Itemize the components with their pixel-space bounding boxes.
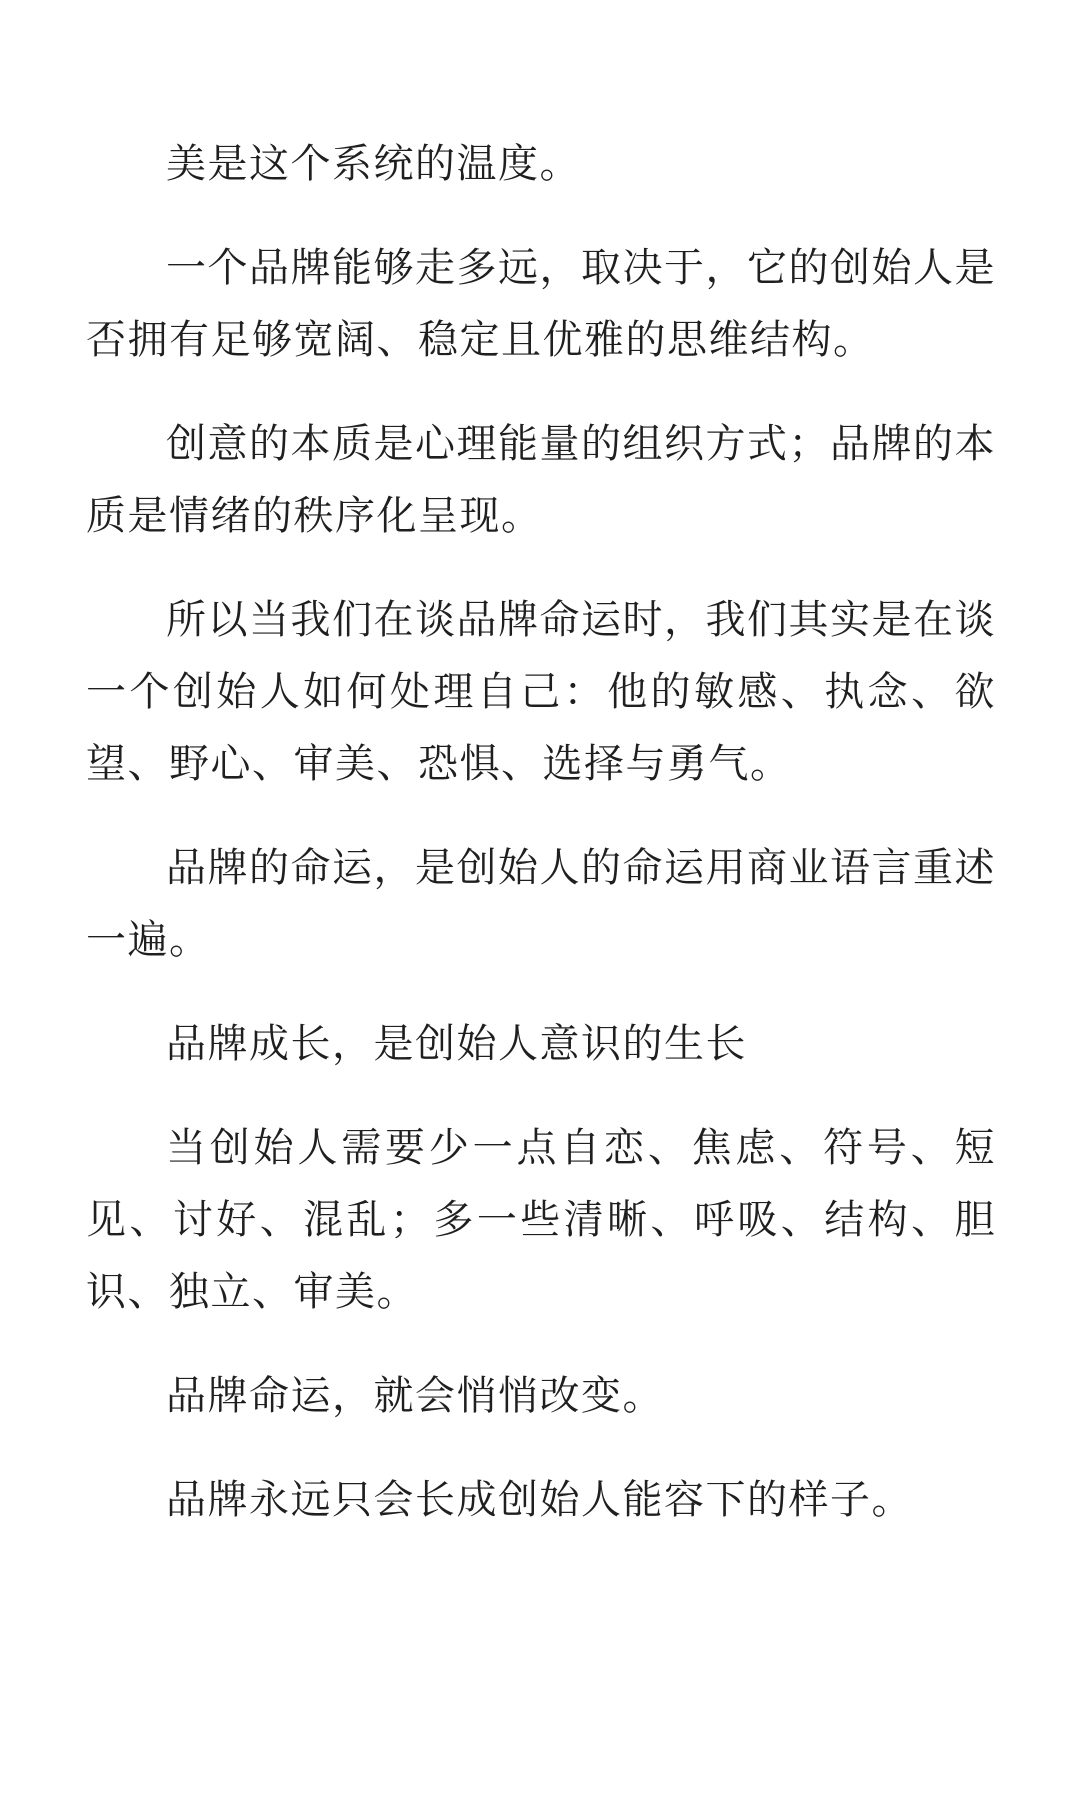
- paragraph: 品牌成长，是创始人意识的生长: [166, 1021, 747, 1067]
- paragraph: 所以当我们在谈品牌命运时，我们其实是在谈一个创始人如何处理自己：他的敏感、执念、欲望、野心、审美、恐惧、选择与勇气。: [86, 597, 996, 787]
- paragraph: 创意的本质是心理能量的组织方式；品牌的本质是情绪的秩序化呈现。: [86, 421, 996, 539]
- paragraph: 美是这个系统的温度。: [166, 141, 581, 187]
- article-body: [86, 128, 996, 1568]
- paragraph: 品牌永远只会长成创始人能容下的样子。: [166, 1477, 913, 1523]
- paragraph: 当创始人需要少一点自恋、焦虑、符号、短见、讨好、混乱；多一些清晰、呼吸、结构、胆识、独立、审美。: [86, 1125, 996, 1315]
- paragraph: 品牌的命运，是创始人的命运用商业语言重述一遍。: [86, 845, 996, 963]
- paragraph: 一个品牌能够走多远，取决于，它的创始人是否拥有足够宽阔、稳定且优雅的思维结构。: [86, 245, 996, 363]
- paragraph: 品牌命运，就会悄悄改变。: [166, 1373, 664, 1419]
